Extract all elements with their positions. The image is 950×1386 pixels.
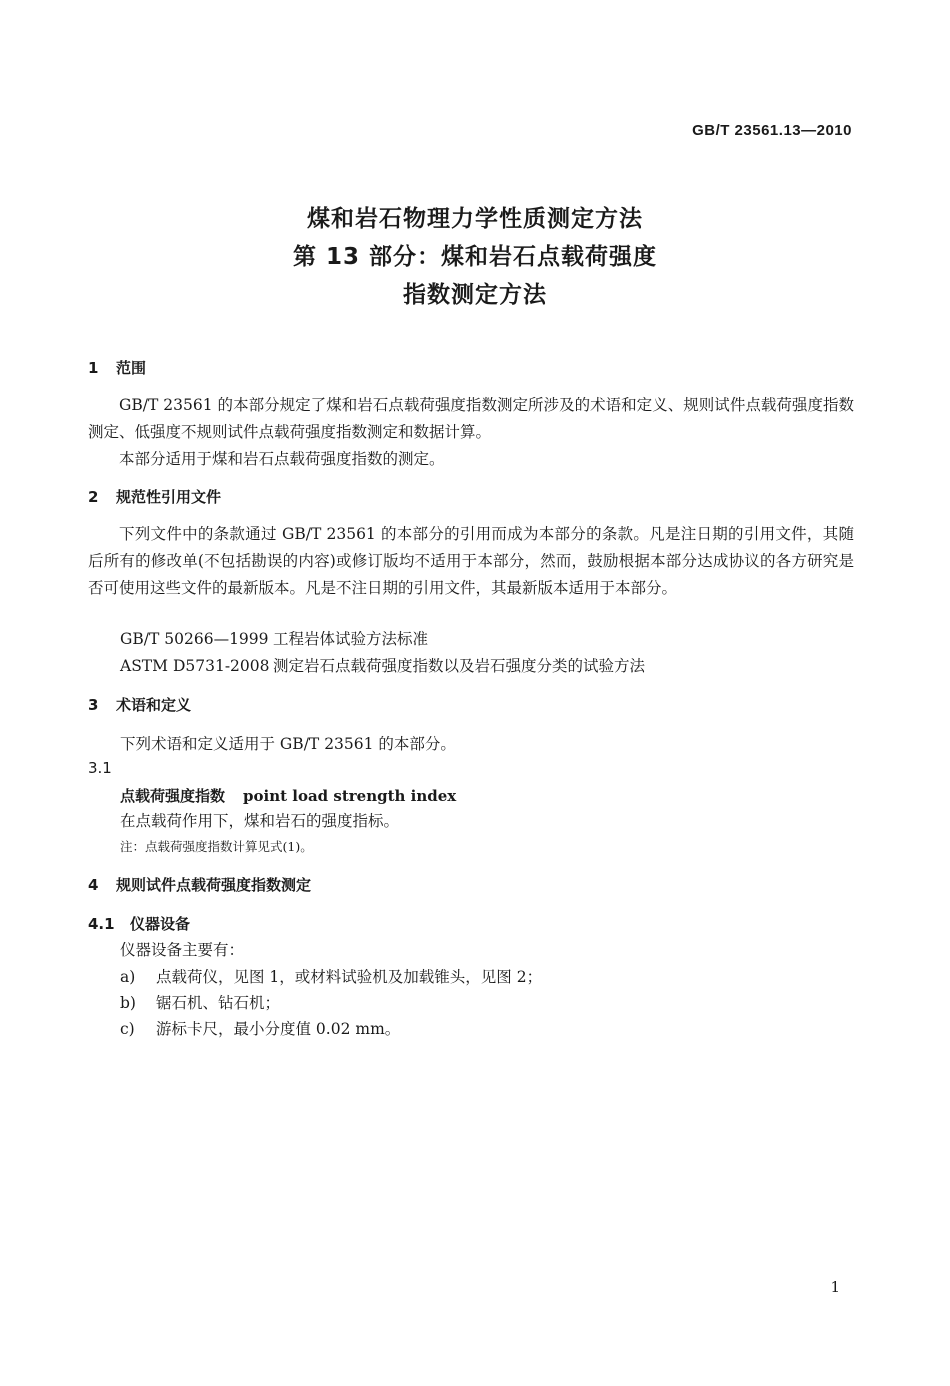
reference-title: 工程岩体试验方法标准 <box>273 630 429 648</box>
section-2-heading <box>88 486 221 507</box>
list-marker: c) <box>120 1020 135 1038</box>
list-intro: 仪器设备主要有： <box>120 941 245 959</box>
subsection-title: 仪器设备 <box>130 915 191 933</box>
list-item <box>120 991 280 1013</box>
term-entry <box>120 785 456 806</box>
section-4-heading <box>88 874 311 895</box>
section-number: 3 <box>88 696 99 714</box>
title-line-1: 煤和岩石物理力学性质测定方法 <box>307 206 643 232</box>
page-number: 1 <box>830 1278 840 1296</box>
section-number: 4 <box>88 876 99 894</box>
list-item <box>120 965 542 987</box>
document-title <box>0 200 950 314</box>
section-3-heading <box>88 694 191 715</box>
title-line-2: 第 13 部分：煤和岩石点载荷强度 <box>292 244 658 270</box>
section-2-paragraph-1: 下列文件中的条款通过 GB/T 23561 的本部分的引用而成为本部分的条款。凡是注日期的引用文件，其随后所有的修改单(不包括勘误的内容)或修订版均不适用于本部分，然而，鼓励根据本部分达成协议的各方研究是否可使用这些文件的最新版本。凡是不注日期的引用文件，其最新版本适用于本部分。 <box>88 525 854 597</box>
list-marker: a) <box>120 968 136 986</box>
reference-code: GB/T 50266—1999 <box>120 630 269 648</box>
list-marker: b) <box>120 994 136 1012</box>
list-text: 点载荷仪，见图 1，或材料试验机及加载锥头，见图 2； <box>156 968 543 986</box>
section-3-paragraph-1: 下列术语和定义适用于 GB/T 23561 的本部分。 <box>120 735 456 753</box>
reference-item <box>120 627 428 649</box>
subsection-4-1-heading <box>88 913 190 934</box>
reference-code: ASTM D5731-2008 <box>120 657 270 675</box>
term-note: 注：点载荷强度指数计算见式(1)。 <box>120 839 313 854</box>
reference-item <box>120 654 645 676</box>
section-title: 规则试件点载荷强度指数测定 <box>116 876 312 894</box>
subsection-number: 3.1 <box>88 759 112 777</box>
term-english: point load strength index <box>243 787 457 805</box>
section-title: 范围 <box>116 359 147 377</box>
term-chinese: 点载荷强度指数 <box>120 787 226 805</box>
list-text: 游标卡尺，最小分度值 0.02 mm。 <box>156 1020 401 1038</box>
section-title: 术语和定义 <box>116 696 192 714</box>
section-1-heading <box>88 357 146 378</box>
section-1-paragraph-1: GB/T 23561 的本部分规定了煤和岩石点载荷强度指数测定所涉及的术语和定义、规则试件点载荷强度指数测定、低强度不规则试件点载荷强度指数测定和数据计算。 <box>88 396 854 441</box>
section-1-paragraph-2: 本部分适用于煤和岩石点载荷强度指数的测定。 <box>119 450 445 468</box>
standard-code: GB/T 23561.13—2010 <box>692 122 852 139</box>
section-number: 2 <box>88 488 99 506</box>
list-item <box>120 1017 400 1039</box>
list-text: 锯石机、钻石机； <box>156 994 281 1012</box>
section-title: 规范性引用文件 <box>116 488 222 506</box>
subsection-number: 4.1 <box>88 915 115 933</box>
section-number: 1 <box>88 359 99 377</box>
reference-title: 测定岩石点载荷强度指数以及岩石强度分类的试验方法 <box>273 657 646 675</box>
title-line-3: 指数测定方法 <box>403 282 547 308</box>
term-definition: 在点载荷作用下，煤和岩石的强度指标。 <box>120 812 400 830</box>
